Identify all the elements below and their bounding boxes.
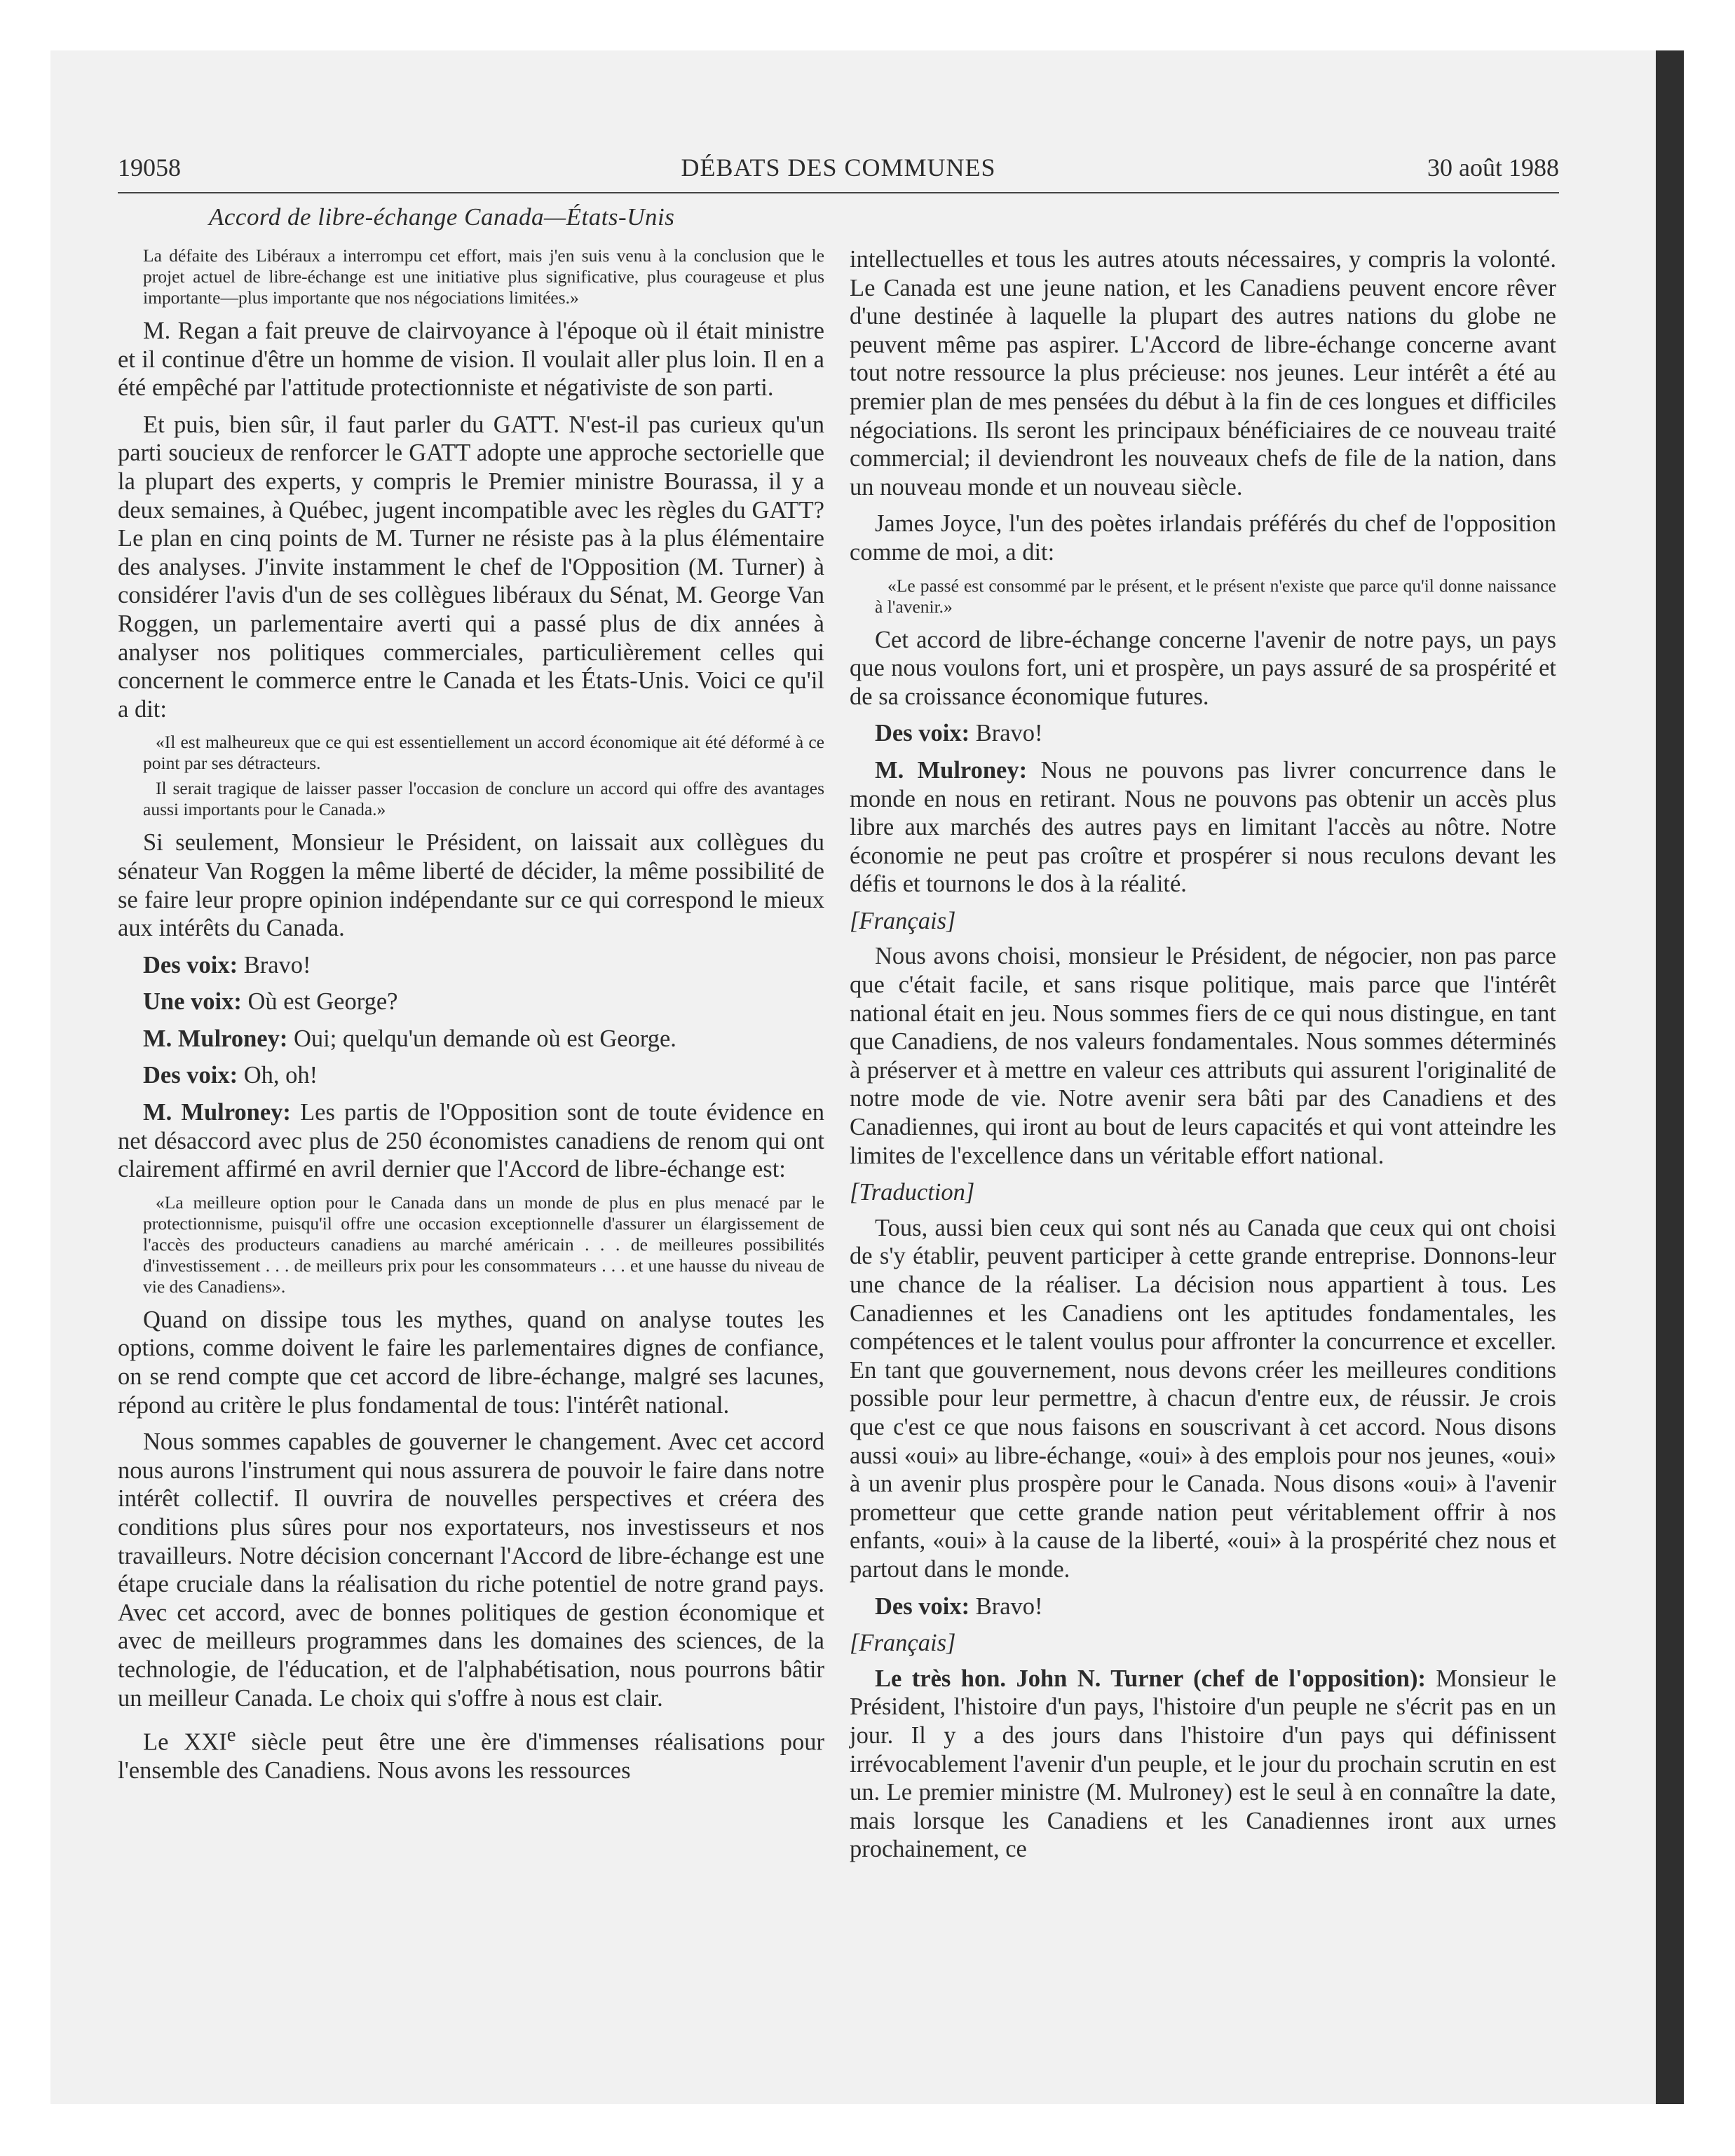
speech-text: Bravo! <box>969 720 1043 747</box>
scan-edge-bar <box>1656 50 1684 2104</box>
speaker-name: Des voix: <box>875 1592 970 1620</box>
language-marker: [Traduction] <box>850 1179 975 1206</box>
paragraph: Tous, aussi bien ceux qui sont nés au Canada que ceux qui ont choisi de s'y établir, peuvent participer à cette grande entreprise. Donnons-leur une chance de la réaliser. La décision nous appartient à tous. Les Canadiennes et les Canadiens ont les aptitudes fondamentales, les compétences et le talent voulus pour affronter la concurrence et exceller. En tant que gouvernement, nous devons créer les meilleures conditions possible pour leur permettre, à chacun d'entre eux, de réussir. Je crois que c'est ce que nous faisons en souscrivant à cet accord. Nous disons aussi «oui» au libre-échange, «oui» à des emplois pour nos jeunes, «oui» à un avenir plus prospère pour le Canada. Nous disons «oui» à l'avenir prometteur que cette grande nation peut véritablement offrir à nos enfants, «oui» à la cause de la liberté, «oui» à la prospérité chez nous et partout dans le monde. <box>850 1214 1556 1583</box>
speaker-name: M. Mulroney: <box>875 756 1028 784</box>
quote-block <box>143 245 824 308</box>
speech <box>850 1592 1556 1621</box>
speaker-name: M. Mulroney: <box>143 1025 288 1052</box>
speech-text: Oh, oh! <box>238 1062 318 1089</box>
speaker-name: Des voix: <box>143 951 238 978</box>
quote-block <box>875 575 1556 618</box>
speech <box>850 756 1556 899</box>
speaker-name: Une voix: <box>143 988 242 1016</box>
quote-text: La défaite des Libéraux a interrompu cet effort, mais j'en suis venu à la conclusion que le projet actuel de libre-échange est une initiative plus significative, plus courageuse et plus importante—plus importante que nos négociations limitées.» <box>143 245 824 308</box>
speech <box>118 988 824 1016</box>
left-column <box>118 245 824 1794</box>
speaker-name: Des voix: <box>875 720 970 747</box>
quote-block <box>143 1192 824 1297</box>
speech <box>118 1025 824 1053</box>
page-date: 30 août 1988 <box>1427 153 1559 182</box>
quote-text: Il serait tragique de laisser passer l'occasion de conclure un accord qui offre des avantages aussi importants pour le Canada.» <box>143 778 824 820</box>
quote-text: «Le passé est consommé par le présent, et le présent n'existe que parce qu'il donne naissance à l'avenir.» <box>875 575 1556 617</box>
paragraph: Cet accord de libre-échange concerne l'avenir de notre pays, un pays que nous voulons fort, uni et prospère, un pays assuré de sa prospérité et de sa croissance économique futures. <box>850 626 1556 710</box>
running-subtitle: Accord de libre-échange Canada—États-Unis <box>209 203 675 231</box>
right-column <box>850 245 1556 1872</box>
paragraph: Nous sommes capables de gouverner le changement. Avec cet accord nous aurons l'instrument qui nous assurera de pouvoir le faire dans notre intérêt collectif. Il ouvrira de nouvelles perspectives et créera des conditions plus sûres pour nos exportateurs, nos investisseurs et nos travailleurs. Notre décision concernant l'Accord de libre-échange est une étape cruciale dans la réalisation du riche potentiel de notre grand pays. Avec cet accord, avec de bonnes politiques de gestion économique et avec de meilleurs programmes dans les domaines des sciences, de la technologie, de l'éducation, et de l'alphabétisation, nous pourrons bâtir un meilleur Canada. Le choix qui s'offre à nous est clair. <box>118 1428 824 1712</box>
paragraph-text: Le XXI <box>143 1728 227 1756</box>
speech <box>118 1061 824 1090</box>
speech <box>118 1098 824 1184</box>
speech-text: Bravo! <box>969 1592 1043 1620</box>
paragraph: intellectuelles et tous les autres atouts nécessaires, y compris la volonté. Le Canada est une jeune nation, et les Canadiens peuvent encore rêver d'une destinée à laquelle la plupart des autres nations du globe ne peuvent même pas aspirer. L'Accord de libre-échange concerne avant tout notre ressource la plus précieuse: nos jeunes. Leur intérêt a été au premier plan de mes pensées du début à la fin de ces longues et difficiles négociations. Ils seront les principaux bénéficiaires de ce nouveau traité commercial; il deviendront les nouveaux chefs de file de la nation, dans un nouveau monde et un nouveau siècle. <box>850 246 1556 500</box>
publication-title: DÉBATS DES COMMUNES <box>681 153 996 182</box>
speech <box>118 951 824 980</box>
paragraph: M. Regan a fait preuve de clairvoyance à l'époque où il était ministre et il continue d'être un homme de vision. Il voulait aller plus loin. Il en a été empêché par l'attitude protectionniste et négativiste de son parti. <box>118 318 824 402</box>
language-marker: [Français] <box>850 907 956 934</box>
paragraph: Et puis, bien sûr, il faut parler du GATT. N'est-il pas curieux qu'un parti soucieux de renforcer le GATT adopte une approche sectorielle que la plupart des experts, y compris le Premier ministre Bourassa, il y a deux semaines, à Québec, jugent incompatible avec les règles du GATT? Le plan en cinq points de M. Turner ne résiste pas à la plus élémentaire des analyses. J'invite instamment le chef de l'Opposition (M. Turner) à considérer l'avis d'un de ses collègues libéraux du Sénat, M. George Van Roggen, un parlementaire averti qui a passé plus de dix années à analyser nos politiques commerciales, particulièrement celles qui concernent le commerce entre le Canada et les États-Unis. Voici ce qu'il a dit: <box>118 411 824 723</box>
paragraph: James Joyce, l'un des poètes irlandais préférés du chef de l'opposition comme de moi, a dit: <box>850 510 1556 566</box>
paragraph: Nous avons choisi, monsieur le Président, de négocier, non pas parce que c'était facile, et sans risque politique, mais parce que l'intérêt national était en jeu. Nous sommes fiers de ce qui nous distingue, en tant que Canadiens, de nos valeurs fondamentales. Nous sommes déterminés à préserver et à mettre en valeur ces attributs qui assurent l'originalité de notre mode de vie. Notre avenir sera bâti par des Canadiens et des Canadiennes, qui iront au bout de leurs capacités et qui vont atteindre les limites de l'excellence dans un véritable effort national. <box>850 943 1556 1169</box>
speaker-name: Le très hon. John N. Turner (chef de l'opposition): <box>875 1665 1426 1692</box>
speaker-name: Des voix: <box>143 1062 238 1089</box>
paragraph <box>118 1721 824 1785</box>
quote-block <box>143 732 824 820</box>
language-marker: [Français] <box>850 1630 956 1657</box>
speech <box>850 719 1556 748</box>
speaker-name: M. Mulroney: <box>143 1099 291 1126</box>
speech-text: Les partis de l'Opposition sont de toute évidence en net désaccord avec plus de 250 économistes canadiens de renom qui ont clairement affirmé en avril dernier que l'Accord de libre-échange est: <box>118 1099 824 1183</box>
page-number: 19058 <box>118 153 181 182</box>
speech-text: Bravo! <box>238 951 311 978</box>
quote-text: «Il est malheureux que ce qui est essentiellement un accord économique ait été déformé à ce point par ses détracteurs. <box>143 732 824 774</box>
speech <box>850 1665 1556 1864</box>
speech-text: Nous ne pouvons pas livrer concurrence dans le monde en nous en retirant. Nous ne pouvons pas obtenir un accès plus libre aux marchés des autres pays en limitant l'accès au nôtre. Notre économie ne peut pas croître et prospérer si nous reculons devant les défis et tournons le dos à la réalité. <box>850 756 1556 898</box>
superscript: e <box>226 1724 236 1747</box>
speech-text: Monsieur le Président, l'histoire d'un pays, l'histoire d'un peuple ne s'écrit pas en un jour. Il y a des jours dans l'histoire d'un pays qui définissent irrévocablement l'avenir d'un peuple, et le jour du prochain scrutin en est un. Le premier ministre (M. Mulroney) est le seul à en connaître la date, mais lorsque les Canadiens et les Canadiennes iront aux urnes prochainement, ce <box>850 1665 1556 1863</box>
speech-text: Où est George? <box>241 988 398 1016</box>
paragraph-text: siècle peut être une ère d'immenses réalisations pour l'ensemble des Canadiens. Nous avons les ressources <box>118 1728 824 1785</box>
speech-text: Oui; quelqu'un demande où est George. <box>287 1025 676 1052</box>
page-header <box>118 153 1559 193</box>
quote-text: «La meilleure option pour le Canada dans un monde de plus en plus menacé par le protectionnisme, puisqu'il offre une occasion exceptionnelle d'assurer un élargissement de l'accès des producteurs canadiens au marché américain . . . de meilleures possibilités d'investissement . . . de meilleurs prix pour les consommateurs . . . et une hausse du niveau de vie des Canadiens». <box>143 1192 824 1297</box>
paragraph: Si seulement, Monsieur le Président, on laissait aux collègues du sénateur Van Roggen la même liberté de décider, la même possibilité de se faire leur propre opinion indépendante sur ce qui correspond le mieux aux intérêts du Canada. <box>118 829 824 942</box>
paragraph: Quand on dissipe tous les mythes, quand on analyse toutes les options, comme doivent le faire les parlementaires dignes de confiance, on se rend compte que cet accord de libre-échange, malgré ses lacunes, répond au critère le plus fondamental de tous: l'intérêt national. <box>118 1306 824 1419</box>
